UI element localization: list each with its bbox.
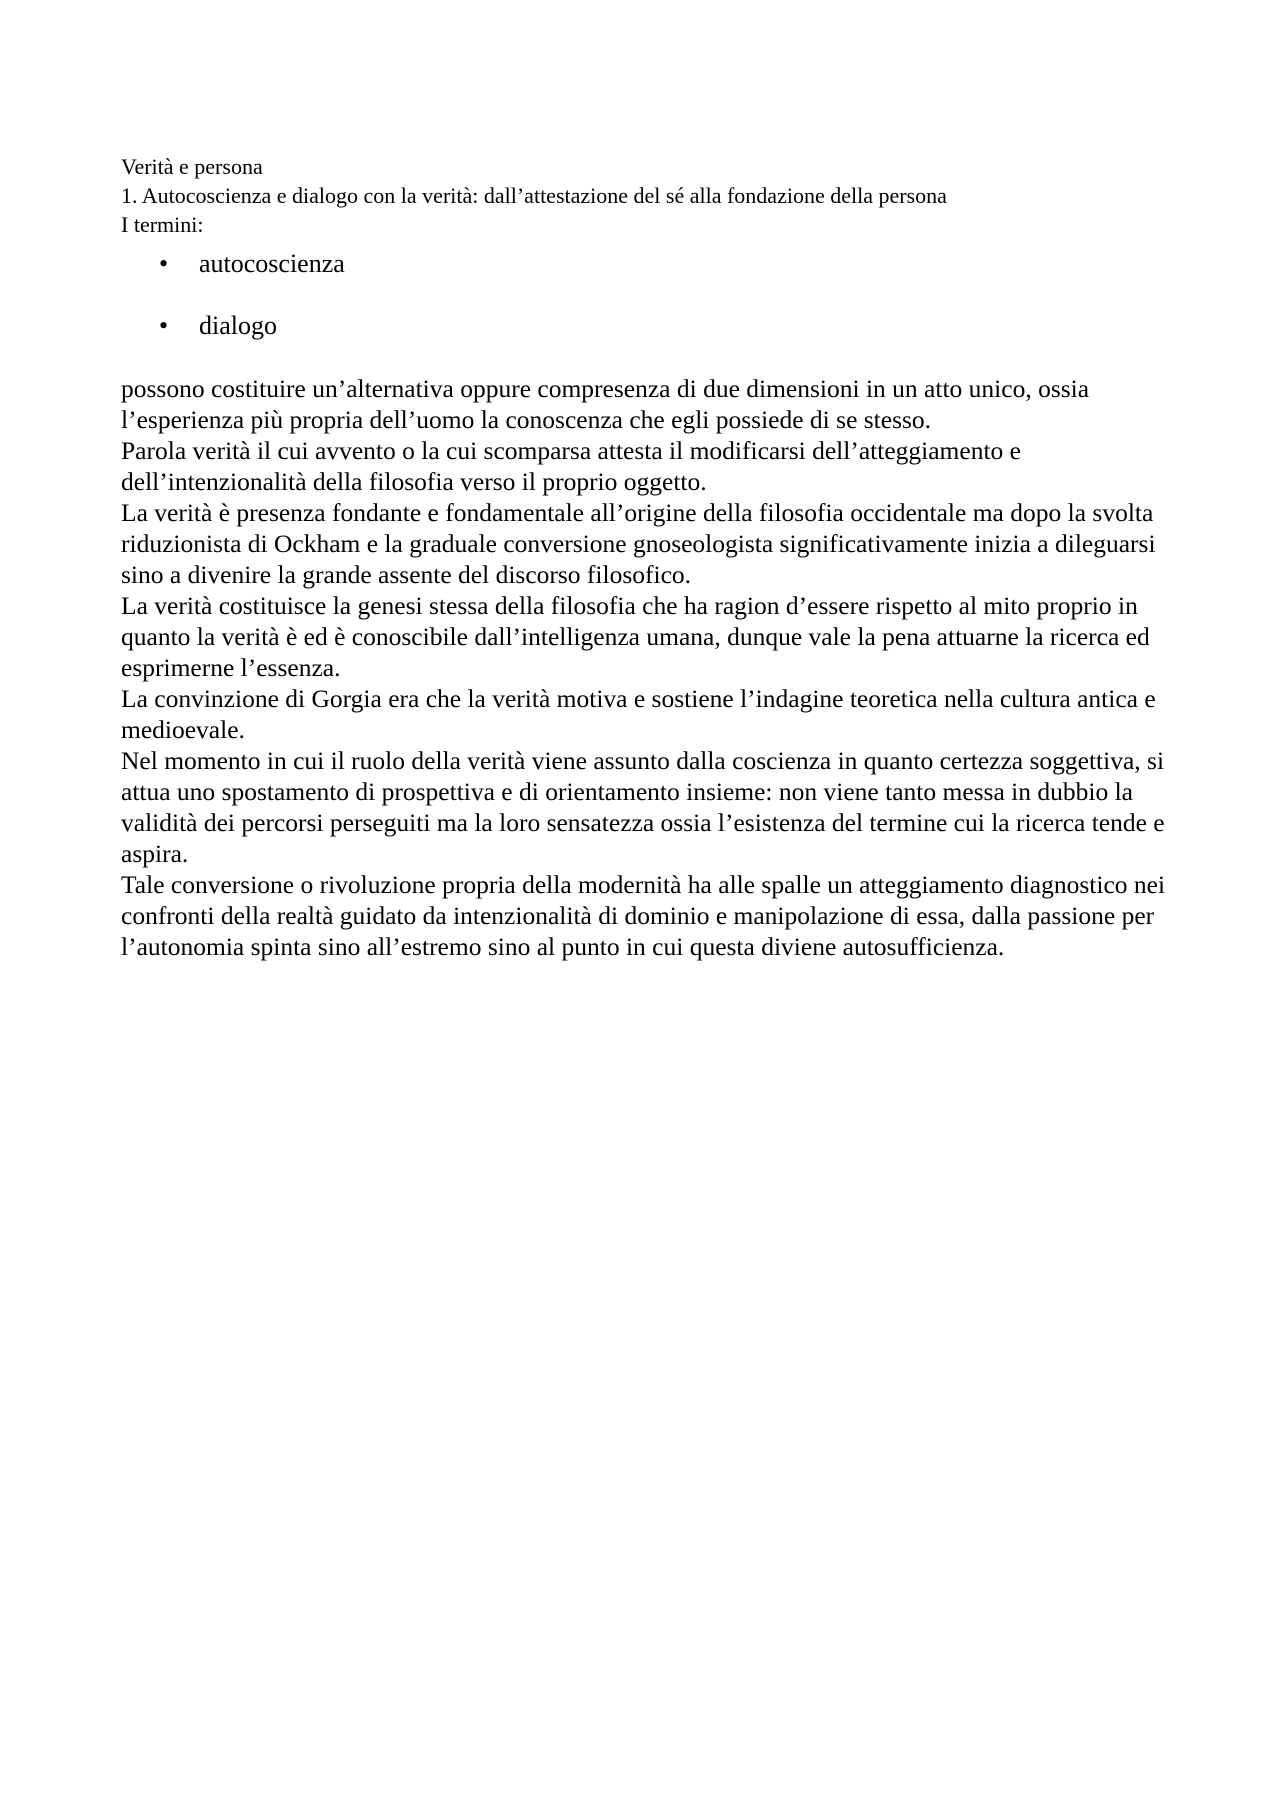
paragraph: possono costituire un’alternativa oppure compresenza di due dimensioni in un atto unico, ossia l’esperienza più propria dell’uomo la conoscenza che egli possiede di se stesso. [121, 374, 1090, 434]
term-label: dialogo [199, 311, 277, 340]
paragraph: La convinzione di Gorgia era che la verità motiva e sostiene l’indagine teoretica nella cultura antica e medioevale. [121, 684, 1156, 744]
document-title: Verità e persona [121, 154, 263, 179]
terms-intro: I termini: [121, 212, 204, 237]
term-label: autocoscienza [199, 249, 345, 278]
section-heading: 1. Autocoscienza e dialogo con la verità: dall’attestazione del sé alla fondazione della persona [121, 183, 947, 208]
document-content [121, 152, 1181, 962]
paragraph: La verità è presenza fondante e fondamentale all’origine della filosofia occidentale ma dopo la svolta riduzionista di Ockham e la graduale conversione gnoseologista significativamente inizia a dileguarsi sino a divenire la grande assente del discorso filosofico. [121, 498, 1156, 589]
list-item [121, 249, 1181, 279]
terms-list [121, 249, 1181, 341]
bullet-icon: • [159, 311, 169, 340]
body-text [121, 373, 1181, 962]
list-item [121, 311, 1181, 341]
bullet-icon: • [159, 249, 169, 278]
paragraph: Tale conversione o rivoluzione propria della modernità ha alle spalle un atteggiamento diagnostico nei confronti della realtà guidato da intenzionalità di dominio e manipolazione di essa, dalla passione per l’autonomia spinta sino all’estremo sino al punto in cui questa diviene autosufficienza. [121, 870, 1166, 961]
paragraph: La verità costituisce la genesi stessa della filosofia che ha ragion d’essere rispetto al mito proprio in quanto la verità è ed è conoscibile dall’intelligenza umana, dunque vale la pena attuarne la ricerca ed esprimerne l’essenza. [121, 591, 1150, 682]
paragraph: Parola verità il cui avvento o la cui scomparsa attesta il modificarsi dell’atteggiamento e dell’intenzionalità della filosofia verso il proprio oggetto. [121, 436, 1021, 496]
paragraph: Nel momento in cui il ruolo della verità viene assunto dalla coscienza in quanto certezza soggettiva, si attua uno spostamento di prospettiva e di orientamento insieme: non viene tanto messa in dubbio la validità dei percorsi perseguiti ma la loro sensatezza ossia l’esistenza del termine cui la ricerca tende e aspira. [121, 746, 1165, 868]
